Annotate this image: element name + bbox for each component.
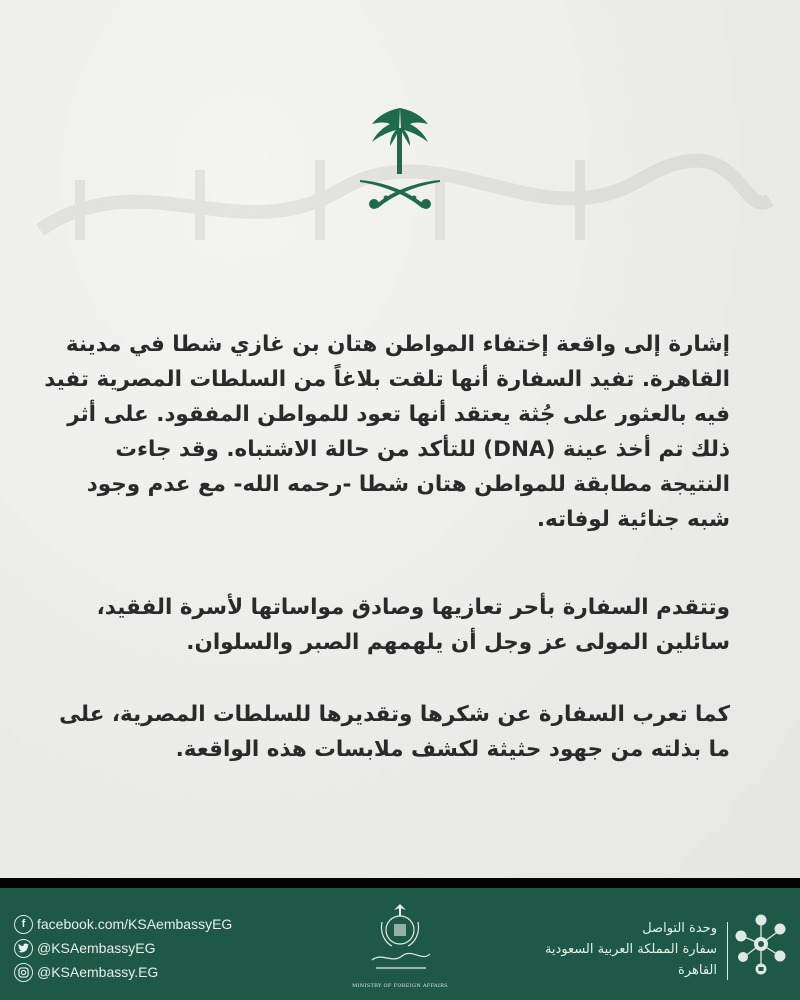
statement-line: سائلين المولى عز وجل أن يلهمهم الصبر والسلوان. (186, 630, 730, 655)
communication-unit-info (545, 918, 717, 981)
statement-line: ما بذلته من جهود حثيثة لكشف ملابسات هذه الواقعة. (175, 737, 730, 762)
social-link-twitter[interactable] (14, 936, 232, 960)
statement-paragraph-1 (44, 327, 730, 537)
social-link-label[interactable]: @KSAembassyEG (37, 940, 156, 956)
statement-paragraph-3 (59, 697, 730, 767)
statement-line: شبه جنائية لوفاته. (536, 507, 730, 532)
embassy-city: القاهرة (678, 963, 717, 978)
unit-divider (727, 922, 728, 980)
footer-divider-band (0, 878, 800, 888)
ministry-of-foreign-affairs-logo (352, 902, 448, 992)
ministry-seal-icon (352, 902, 448, 982)
social-link-facebook[interactable] (14, 912, 232, 936)
statement-line: كما تعرب السفارة عن شكرها وتقديرها للسلطات المصرية، على (59, 702, 730, 727)
unit-name: وحدة التواصل (642, 921, 717, 936)
saudi-emblem-icon (350, 100, 450, 210)
social-link-instagram[interactable] (14, 960, 232, 984)
footer (0, 888, 800, 1000)
facebook-icon: f (14, 915, 33, 934)
statement-paragraph-2 (70, 590, 730, 660)
instagram-icon (14, 963, 33, 982)
embassy-name: سفارة المملكة العربية السعودية (544, 942, 717, 957)
ministry-logo-english-text: MINISTRY OF FOREIGN AFFAIRS (352, 983, 448, 989)
network-icon (733, 910, 787, 976)
social-links (14, 912, 232, 984)
social-link-label[interactable]: facebook.com/KSAembassyEG (37, 916, 233, 932)
statement-line: ذلك تم أخذ عينة (DNA) للتأكد من حالة الاشتباه. وقد جاءت (115, 437, 730, 462)
statement-line: فيه بالعثور على جُثة يعتقد أنها تعود للمواطن المفقود. على أثر (67, 402, 730, 427)
statement-line: إشارة إلى واقعة إختفاء المواطن هتان بن غازي شطا في مدينة (65, 332, 730, 357)
statement-line: النتيجة مطابقة للمواطن هتان شطا -رحمه الله- مع عدم وجود (86, 472, 730, 497)
social-link-label[interactable]: @KSAembassy.EG (37, 964, 159, 980)
statement-line: القاهرة. تفيد السفارة أنها تلقت بلاغاً من السلطات المصرية تفيد (44, 367, 730, 392)
statement-line: وتتقدم السفارة بأحر تعازيها وصادق مواساتها لأسرة الفقيد، (96, 595, 730, 620)
twitter-icon (14, 939, 33, 958)
